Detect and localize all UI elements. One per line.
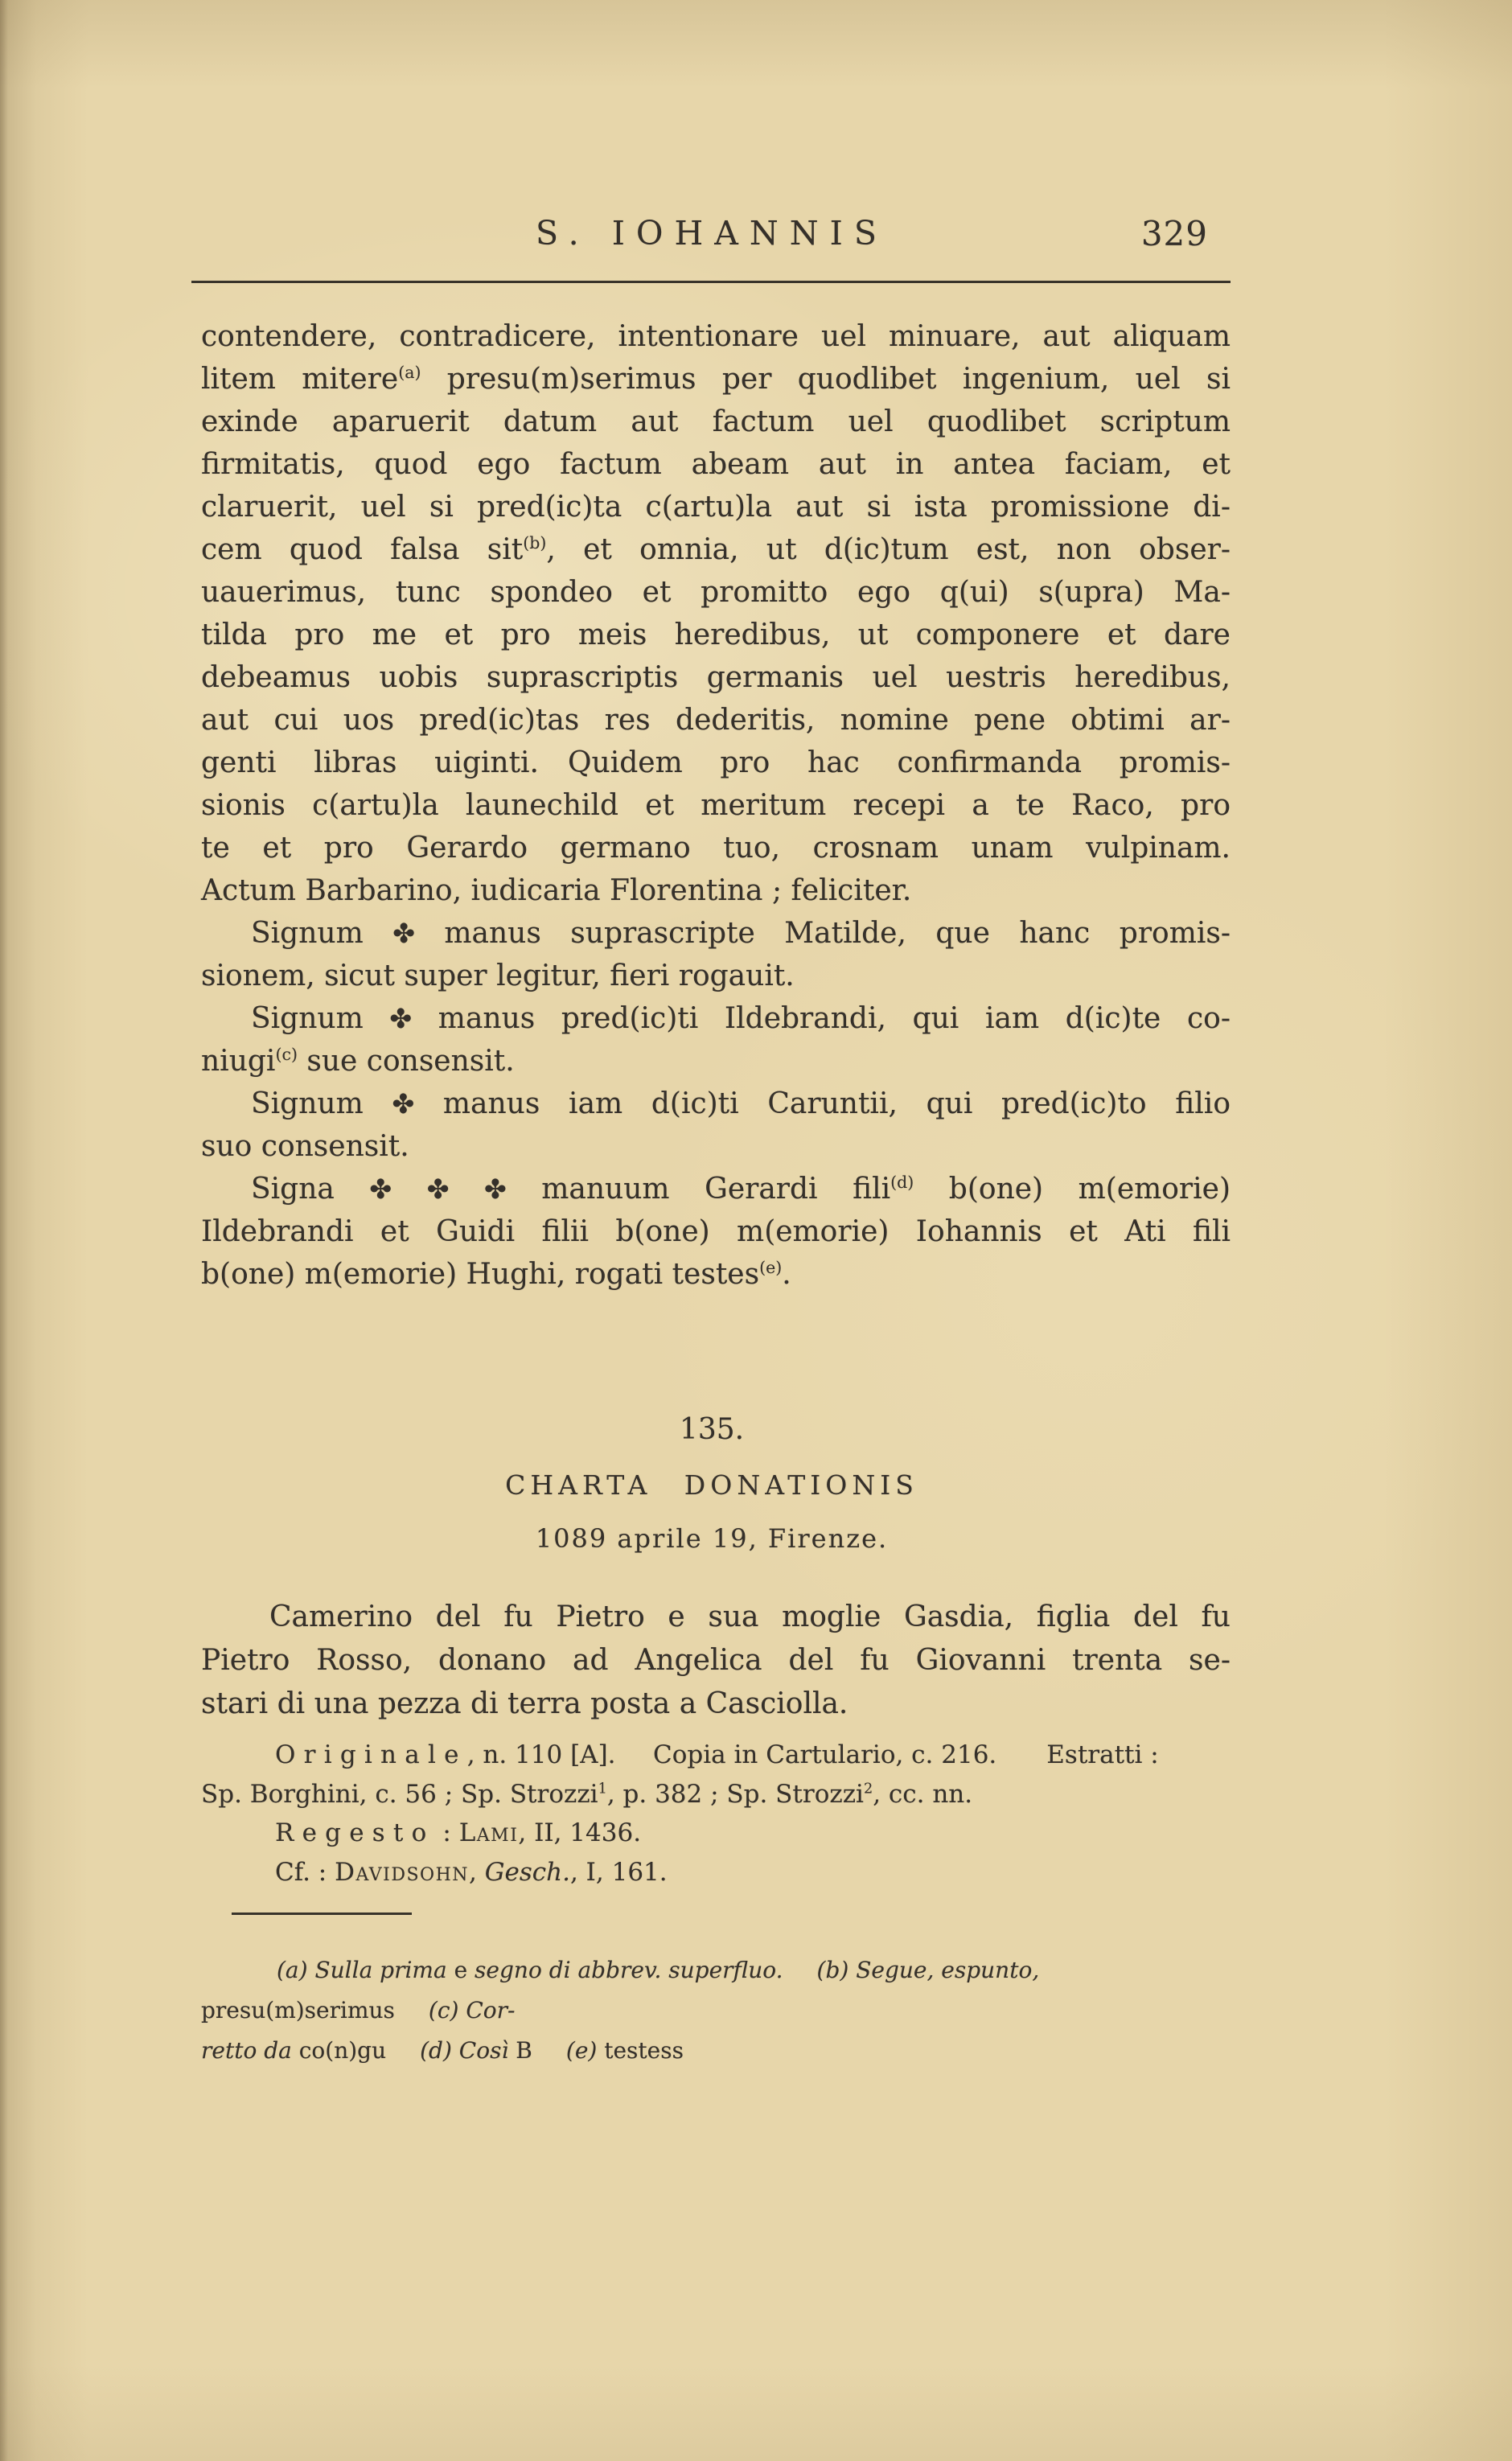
text-segment	[996, 1740, 1046, 1769]
text-line: uauerimus, tunc spondeo et promitto ego q(ui) s(upra) Ma-	[201, 576, 1231, 609]
paragraph	[201, 1083, 1231, 1168]
charter-title: CHARTA DONATIONIS	[505, 1469, 918, 1501]
text-line: te et pro Gerardo germano tuo, crosnam unam vulpinam.	[201, 832, 1231, 865]
footnote-reference: (c)	[275, 1045, 298, 1064]
charter-dateline: 1089 aprile 19, Firenze.	[535, 1523, 889, 1554]
running-header-title: S. IOHANNIS	[536, 214, 888, 253]
text-segment: e	[446, 1957, 475, 1983]
text-line: contendere, contradicere, intentionare uel minuare, aut aliquam	[201, 320, 1231, 353]
regesto-line	[201, 1818, 1231, 1847]
footnote-separator-rule	[232, 1913, 412, 1915]
paragraph	[201, 912, 1231, 997]
charter-text-block	[201, 315, 1231, 1296]
notarial-cross-icon: ✤	[483, 1173, 507, 1205]
text-line: Pietro Rosso, donano ad Angelica del fu Giovanni trenta se-	[201, 1644, 1231, 1677]
text-segment	[532, 2037, 566, 2064]
text-segment: , n. 110 [A].	[466, 1740, 616, 1769]
text-segment: co(n)gu	[291, 2037, 387, 2064]
footnote-line	[201, 1950, 1231, 2031]
header-rule	[191, 281, 1231, 283]
text-segment	[616, 1740, 654, 1769]
text-segment	[386, 2037, 420, 2064]
text-line: claruerit, uel si pred(ic)ta c(artu)la aut si ista promissione di-	[201, 491, 1231, 524]
cf-line	[201, 1858, 1231, 1887]
footnote-reference: 2	[863, 1781, 873, 1797]
footnote-reference: (a)	[398, 363, 421, 382]
text-segment: Copia in Cartulario, c. 216.	[653, 1740, 997, 1769]
text-segment: Gesch.	[484, 1858, 570, 1887]
text-segment: Cf. :	[275, 1858, 335, 1887]
text-line: Actum Barbarino, iudicaria Florentina ; feliciter.	[201, 874, 912, 907]
text-segment: :	[434, 1818, 459, 1847]
text-segment: (d) Così	[420, 2037, 509, 2064]
text-line: Signa ✤ ✤ ✤ manuum Gerardi fili$^{(d)}$ b(one) m(emorie)	[251, 1173, 1231, 1206]
notarial-cross-icon: ✤	[369, 1173, 392, 1205]
footnote-reference: (d)	[890, 1173, 914, 1192]
text-line: Ildebrandi et Guidi filii b(one) m(emorie) Iohannis et Ati fili	[201, 1215, 1231, 1248]
text-segment	[783, 1957, 817, 1983]
text-line: firmitatis, quod ego factum abeam aut in antea faciam, et	[201, 448, 1231, 481]
text-line: sionem, sicut super legitur, fieri rogauit.	[201, 959, 795, 992]
footnote-reference: 1	[598, 1781, 607, 1797]
footnote-line	[201, 2031, 1231, 2071]
paragraph	[201, 315, 1231, 912]
text-segment: Regesto	[275, 1818, 435, 1847]
paragraph	[201, 1168, 1231, 1296]
text-segment: presu(m)serimus	[201, 1997, 395, 2023]
text-line: stari di una pezza di terra posta a Casciolla.	[201, 1687, 848, 1720]
text-line: cem quod falsa sit$^{(b)}$, et omnia, ut d(ic)tum est, non obser-	[201, 533, 1231, 566]
charter-number: 135.	[679, 1413, 745, 1446]
text-line: debeamus uobis suprascriptis germanis uel uestris heredibus,	[201, 661, 1231, 694]
footnote-reference: (b)	[523, 533, 547, 553]
text-segment: (e)	[565, 2037, 605, 2064]
sources-line-estratti	[201, 1775, 1231, 1814]
text-line: b(one) m(emorie) Hughi, rogati testes$^{(e)}$.	[201, 1258, 791, 1291]
text-segment: Estratti :	[1046, 1740, 1159, 1769]
text-line: suo consensit.	[201, 1130, 409, 1163]
text-segment: B	[508, 2037, 532, 2064]
text-line: Signum ✤ manus pred(ic)ti Ildebrandi, qui iam d(ic)te co-	[251, 1002, 1231, 1035]
text-line: tilda pro me et pro meis heredibus, ut componere et dare	[201, 618, 1231, 651]
text-line: niugi$^{(c)}$ sue consensit.	[201, 1045, 515, 1078]
text-segment: ,	[469, 1858, 485, 1887]
text-segment: Originale	[275, 1740, 467, 1769]
text-segment: (c) Cor-	[428, 1997, 516, 2023]
paragraph	[201, 1596, 1231, 1726]
sources-block	[201, 1736, 1231, 1814]
text-segment	[395, 1997, 429, 2023]
notarial-cross-icon: ✤	[392, 1088, 415, 1120]
text-line: exinde aparuerit datum aut factum uel quodlibet scriptum	[201, 405, 1231, 438]
notarial-cross-icon: ✤	[392, 918, 415, 949]
text-line: aut cui uos pred(ic)tas res dederitis, nomine pene obtimi ar-	[201, 704, 1231, 737]
footnote-reference: (e)	[759, 1258, 783, 1277]
text-segment: testess	[604, 2037, 684, 2064]
footnotes-block	[201, 1950, 1231, 2071]
text-line: sionis c(artu)la launechild et meritum recepi a te Raco, pro	[201, 789, 1231, 822]
text-segment: retto da	[201, 2037, 292, 2064]
notarial-cross-icon: ✤	[426, 1173, 450, 1205]
text-segment: (a) Sulla prima	[277, 1957, 447, 1983]
text-segment: , II, 1436.	[518, 1818, 642, 1847]
text-segment: segno di abbrev. superfluo.	[475, 1957, 783, 1983]
summary-block	[201, 1596, 1231, 1726]
text-segment: , I, 161.	[569, 1858, 668, 1887]
notarial-cross-icon: ✤	[389, 1003, 413, 1034]
text-segment: (b) Segue, espunto,	[816, 1957, 1040, 1983]
paragraph	[201, 997, 1231, 1083]
page-number: 329	[1140, 214, 1208, 253]
text-segment: Lami	[458, 1818, 519, 1847]
text-line: Camerino del fu Pietro e sua moglie Gasdia, figlia del fu	[269, 1600, 1231, 1633]
text-line: Signum ✤ manus iam d(ic)ti Caruntii, qui pred(ic)to filio	[251, 1087, 1231, 1120]
sources-line-originale	[201, 1736, 1231, 1775]
text-line: litem mitere$^{(a)}$ presu(m)serimus per quodlibet ingenium, uel si	[201, 363, 1231, 396]
text-line: genti libras uiginti. Quidem pro hac confirmanda promis-	[201, 746, 1231, 779]
text-segment: Sp. Borghini, c. 56 ; Sp. Strozzi$^1$, p. 382 ; Sp. Strozzi$^2$, cc. nn.	[201, 1780, 973, 1809]
text-line: Signum ✤ manus suprascripte Matilde, que hanc promis-	[251, 917, 1231, 950]
text-segment: Davidsohn	[335, 1858, 470, 1887]
